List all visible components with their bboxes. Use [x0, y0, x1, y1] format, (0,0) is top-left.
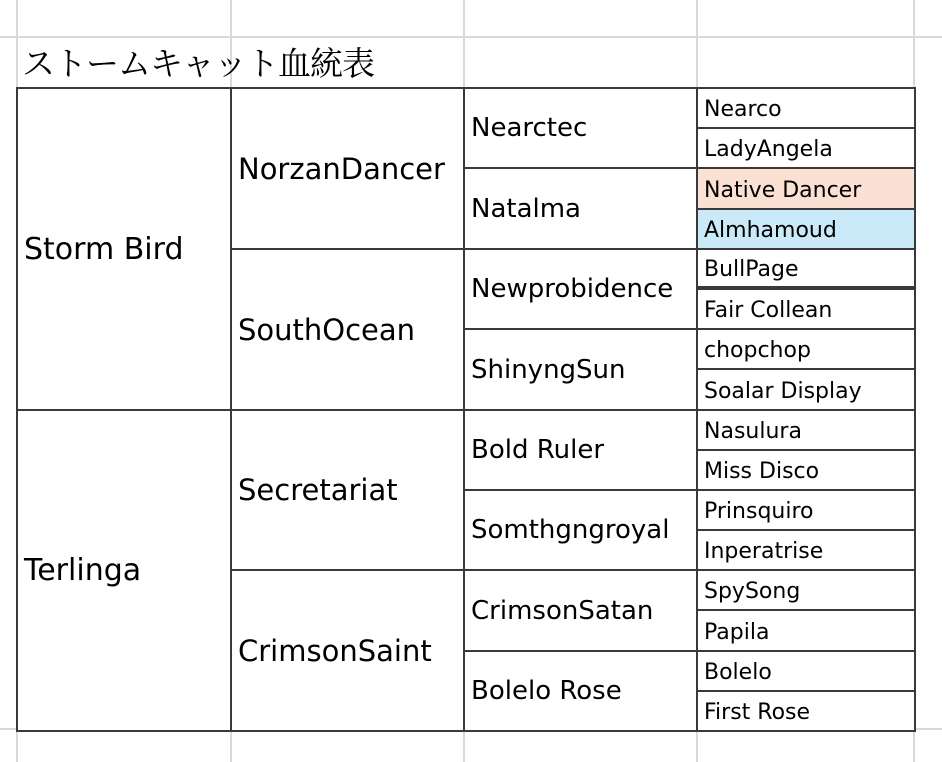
- ancestor-gen4-name: Miss Disco: [704, 459, 820, 484]
- ancestor-gen3-cell: [463, 569, 698, 652]
- ancestor-gen4-cell: [696, 328, 916, 370]
- ancestor-gen3-name: CrimsonSatan: [471, 595, 654, 626]
- ancestor-gen3-cell: [463, 87, 698, 169]
- ancestor-gen4-name: Nearco: [704, 97, 782, 122]
- ancestor-gen3-name: Nearctec: [471, 113, 588, 143]
- ancestor-gen4-cell: [696, 650, 916, 692]
- sire-line-gen1-cell: [16, 409, 232, 732]
- page-title: ストームキャット血統表: [22, 44, 374, 83]
- ancestor-gen4-name: SpySong: [704, 579, 801, 604]
- ancestor-gen2-name: SouthOcean: [238, 312, 416, 347]
- ancestor-gen4-cell: [696, 609, 916, 652]
- ancestor-gen3-cell: [463, 167, 698, 250]
- ancestor-gen3-cell: [463, 328, 698, 411]
- ancestor-gen4-cell: [696, 127, 916, 169]
- ancestor-gen4-cell: [696, 248, 916, 290]
- ancestor-gen4-cell: [696, 409, 916, 451]
- ancestor-gen3-cell: [463, 248, 698, 330]
- ancestor-gen4-cell: [696, 368, 916, 411]
- ancestor-gen3-cell: [463, 409, 698, 491]
- ancestor-gen4-cell: [696, 529, 916, 571]
- ancestor-gen2-cell: [230, 87, 465, 250]
- ancestor-gen4-cell: [696, 569, 916, 611]
- ancestor-gen3-name: Somthgngroyal: [471, 515, 670, 545]
- ancestor-gen4-name: First Rose: [704, 700, 811, 725]
- ancestor-gen2-name: NorzanDancer: [238, 151, 445, 186]
- ancestor-gen2-cell: [230, 248, 465, 411]
- ancestor-gen4-name: Inperatrise: [704, 539, 824, 564]
- ancestor-gen4-name: Bolelo: [704, 660, 772, 685]
- ancestor-gen3-name: Bolelo Rose: [471, 676, 622, 706]
- ancestor-gen4-name: Fair Collean: [704, 298, 833, 323]
- highlight-cell-native-dancer: [696, 167, 916, 210]
- sire-line-gen1-cell: [16, 87, 232, 411]
- ancestor-gen4-name: Prinsquiro: [704, 499, 814, 524]
- ancestor-gen4-name: Native Dancer: [704, 177, 862, 203]
- ancestor-gen4-cell: [696, 87, 916, 129]
- ancestor-gen4-cell: [696, 288, 916, 330]
- ancestor-gen2-cell: [230, 569, 465, 732]
- ancestor-gen3-cell: [463, 650, 698, 732]
- grid-row-line: [0, 36, 942, 38]
- ancestor-gen2-name: CrimsonSaint: [238, 633, 432, 668]
- ancestor-gen4-name: Nasulura: [704, 419, 802, 444]
- ancestor-gen3-name: Natalma: [471, 193, 581, 224]
- ancestor-gen2-name: Secretariat: [238, 473, 398, 507]
- ancestor-gen4-name: LadyAngela: [704, 137, 833, 162]
- sire-line-gen1-name: Terlinga: [24, 553, 142, 588]
- ancestor-gen4-cell: [696, 489, 916, 531]
- ancestor-gen4-name: Papila: [704, 619, 770, 645]
- ancestor-gen4-name: Almhamoud: [704, 218, 837, 243]
- ancestor-gen3-cell: [463, 489, 698, 571]
- ancestor-gen4-name: chopchop: [704, 338, 811, 363]
- sire-line-gen1-name: Storm Bird: [24, 231, 184, 267]
- ancestor-gen2-cell: [230, 409, 465, 571]
- highlight-cell-almhamoud: [696, 208, 916, 250]
- ancestor-gen3-name: ShinyngSun: [471, 354, 626, 385]
- ancestor-gen4-cell: [696, 690, 916, 732]
- ancestor-gen3-name: Bold Ruler: [471, 435, 605, 465]
- ancestor-gen4-name: BullPage: [704, 257, 799, 282]
- ancestor-gen4-cell: [696, 449, 916, 491]
- ancestor-gen4-name: Soalar Display: [704, 378, 862, 404]
- ancestor-gen3-name: Newprobidence: [471, 274, 674, 304]
